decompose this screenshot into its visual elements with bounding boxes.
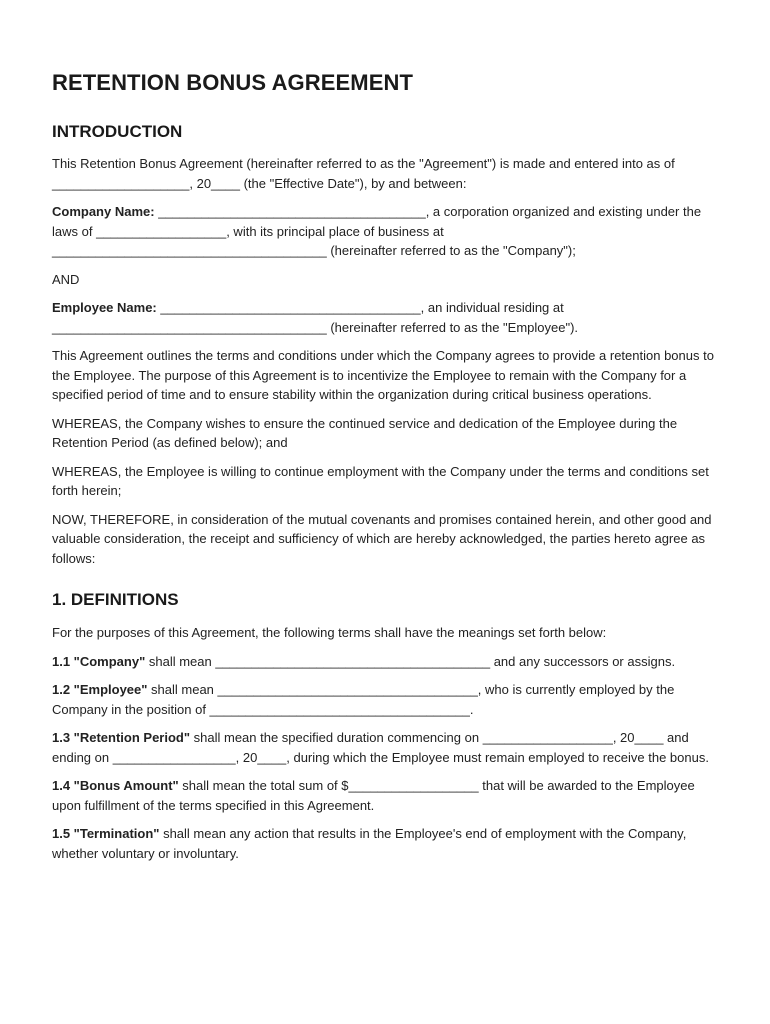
outline-paragraph: This Agreement outlines the terms and conditions under which the Company agrees to provide a retention bonus to the Employee. The purpose of this Agreement is to incentivize the Employee to remain with the Company for a specified period of time and to ensure stability within the organization during critical business operations. [52,348,714,402]
document-page [52,70,722,872]
whereas-paragraph-1: WHEREAS, the Company wishes to ensure the continued service and dedication of the Employee during the Retention Period (as defined below); and [52,415,678,450]
definitions-intro: For the purposes of this Agreement, the following terms shall have the meanings set forth below: [52,625,607,640]
definition-item [52,680,722,719]
definitions-heading: 1. DEFINITIONS [52,590,179,609]
employee-name-paragraph [52,298,722,337]
definition-text: shall mean the total sum of $__________________ that will be awarded to the Employee upon fulfillment of the terms specified in this Agreement. [52,778,695,813]
definition-label: 1.1 "Company" [52,653,146,669]
introduction-heading: INTRODUCTION [52,122,183,141]
definition-item [52,776,722,815]
document-title: RETENTION BONUS AGREEMENT [52,70,414,95]
company-name-label: Company Name: [52,204,155,219]
intro-paragraph: This Retention Bonus Agreement (hereinafter referred to as the "Agreement") is made and entered into as of ___________________, 20____ (the "Effective Date"), by and between: [52,156,675,191]
definition-text: shall mean ____________________________________, who is currently employed by the Company in the position of ____________________________________. [52,682,675,717]
whereas-paragraph-2: WHEREAS, the Employee is willing to continue employment with the Company under the terms and conditions set forth herein; [52,463,709,498]
definition-label: 1.4 "Bonus Amount" [52,778,179,793]
company-name-paragraph [52,202,722,261]
definition-text: shall mean the specified duration commencing on __________________, 20____ and ending on _________________, 20____, during which the Employee must remain employed to receive the bonus. [52,730,709,765]
definition-item [52,728,722,767]
definition-label: 1.5 "Termination" [52,826,160,841]
company-name-text: _____________________________________, a corporation organized and existing under the laws of __________________, with its principal place of business at ______________________________________ (hereinafter referred to as the "Company"); [52,204,702,258]
employee-name-label: Employee Name: [52,300,157,315]
definition-label: 1.3 "Retention Period" [52,730,191,745]
and-paragraph: AND [52,271,80,287]
introduction-section [52,122,722,568]
definition-text: shall mean any action that results in the Employee's end of employment with the Company, whether voluntary or involuntary. [52,826,687,861]
employee-name-text: ____________________________________, an individual residing at ______________________________________ (hereinafter referred to as the "Employee"). [52,300,579,335]
definition-text: shall mean ______________________________________ and any successors or assigns. [145,653,676,669]
definition-label: 1.2 "Employee" [52,682,148,697]
definition-item [52,652,722,672]
definition-item [52,824,722,863]
now-therefore-paragraph: NOW, THEREFORE, in consideration of the mutual covenants and promises contained herein, and other good and valuable consideration, the receipt and sufficiency of which are hereby acknowledged, the parties hereto agree as follows: [52,511,712,566]
definitions-section [52,590,722,863]
